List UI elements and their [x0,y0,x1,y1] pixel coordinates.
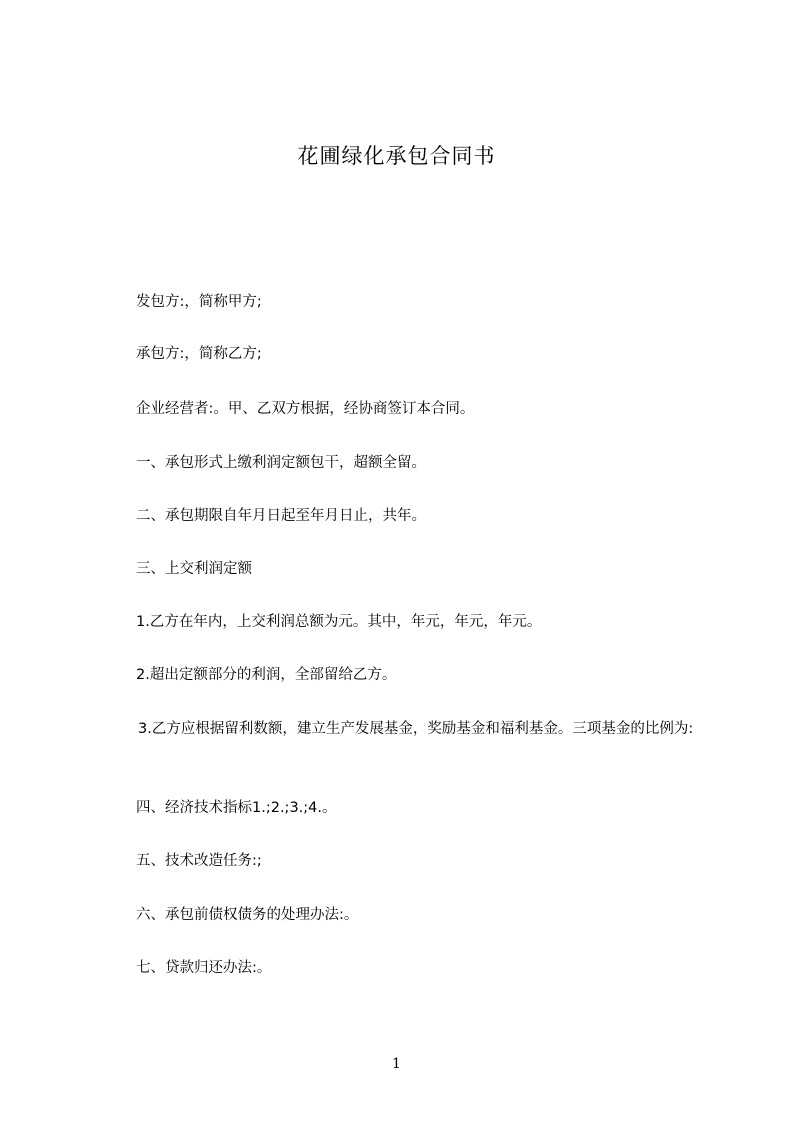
paragraph-clause-5: 五、技术改造任务:; [136,853,262,869]
paragraph-clause-3-item-3: 3.乙方应根据留利数额，建立生产发展基金，奖励基金和福利基金。三项基金的比例为: [138,721,694,737]
paragraph-contractor: 承包方:，简称乙方; [136,346,262,362]
paragraph-clause-2: 二、承包期限自年月日起至年月日止，共年。 [136,508,426,524]
paragraph-clause-3: 三、上交利润定额 [136,561,252,577]
paragraph-clause-3-item-2: 2.超出定额部分的利润，全部留给乙方。 [136,667,397,683]
paragraph-clause-4: 四、经济技术指标1.;2.;3.;4.。 [136,800,337,816]
paragraph-issuer: 发包方:，简称甲方; [136,294,262,310]
document-title: 花圃绿化承包合同书 [297,144,496,168]
paragraph-clause-6: 六、承包前债权债务的处理办法:。 [136,907,359,923]
page-number: 1 [392,1056,401,1072]
paragraph-clause-7: 七、贷款归还办法:。 [136,960,272,976]
paragraph-clause-3-item-1: 1.乙方在年内，上交利润总额为元。其中，年元，年元，年元。 [136,614,542,630]
paragraph-clause-1: 一、承包形式上缴利润定额包干，超额全留。 [136,455,426,471]
paragraph-operator: 企业经营者:。甲、乙双方根据，经协商签订本合同。 [136,401,475,417]
